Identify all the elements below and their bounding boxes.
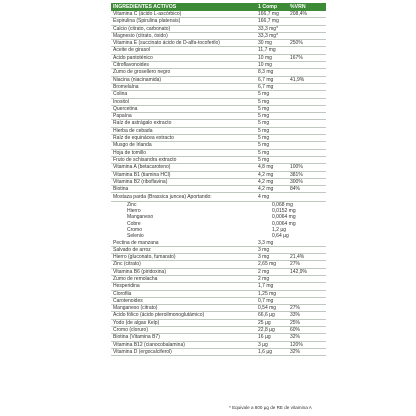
ingredient-amount: 5 mg xyxy=(258,120,270,127)
ingredient-amount: 0,0064 mg xyxy=(272,220,296,227)
ingredient-vrn: 84% xyxy=(290,186,301,193)
ingredient-amount: 11,7 mg xyxy=(258,47,276,54)
ingredient-name: Magnesio (citrato, óxido) xyxy=(113,32,168,39)
ingredient-name: Hoja de tomillo xyxy=(113,149,147,156)
ingredient-amount: 4,2 mg xyxy=(258,186,274,193)
ingredient-amount: 8,3 mg xyxy=(258,69,274,76)
ingredient-amount: 3,3 mg xyxy=(258,239,274,246)
table-row xyxy=(111,69,326,76)
ingredient-amount: 5 mg xyxy=(258,156,270,163)
ingredient-vrn: 60% xyxy=(290,327,301,334)
ingredient-amount: 1,25 mg xyxy=(258,290,277,297)
ingredient-amount: 166,7 mg xyxy=(258,11,279,17)
table-row xyxy=(111,312,326,319)
table-row xyxy=(111,150,326,157)
ingredient-name: Papaína xyxy=(113,113,132,120)
table-row xyxy=(111,142,326,149)
ingredient-name: Colina xyxy=(113,91,128,98)
ingredient-name: Fruto de schisandra extracto xyxy=(113,156,177,163)
ingredient-vrn: 208,4% xyxy=(290,11,307,17)
ingredient-vrn: 25% xyxy=(290,319,301,326)
ingredient-name: Ácido pantoténico xyxy=(113,54,153,61)
ingredient-name: Zumo de grosellero negro xyxy=(113,69,171,76)
ingredient-name: Zinc xyxy=(127,201,137,208)
ingredient-amount: 1,6 µg xyxy=(258,348,273,355)
ingredient-amount: 4,2 mg xyxy=(258,171,274,178)
ingredient-name: Cromo (cloruro) xyxy=(113,327,149,334)
table-row xyxy=(111,254,326,261)
ingredient-name: Biotina xyxy=(113,186,129,193)
table-row xyxy=(111,342,326,349)
table-row xyxy=(111,77,326,84)
table-row xyxy=(111,334,326,341)
ingredient-amount: 5 mg xyxy=(258,98,270,105)
table-row xyxy=(111,305,326,312)
ingredient-amount: 4,8 mg xyxy=(258,164,274,171)
table-row xyxy=(111,276,326,283)
ingredient-amount: 5 mg xyxy=(258,135,270,142)
ingredient-name: Vitamina A (betacaroteno) xyxy=(113,164,171,171)
table-row xyxy=(111,91,326,98)
ingredient-name: Pectina de manzana xyxy=(113,239,159,246)
ingredient-amount: 2,65 mg xyxy=(258,261,277,268)
table-row xyxy=(111,18,326,25)
ingredient-amount: 5 mg xyxy=(258,142,270,149)
table-row xyxy=(111,135,326,142)
ingredient-amount: 3 µg xyxy=(258,341,268,348)
table-row xyxy=(111,320,326,327)
ingredient-amount: 1,7 mg xyxy=(258,283,274,290)
ingredient-name: Yodo (de algas Kelp) xyxy=(113,319,160,326)
table-row xyxy=(111,283,326,290)
ingredient-vrn: 142,9% xyxy=(290,268,307,275)
ingredient-vrn: 41,9% xyxy=(290,76,305,83)
ingredient-amount: 33,3 mg* xyxy=(258,25,279,32)
ingredient-name: Vitamina B1 (tiamina HCl) xyxy=(113,171,171,178)
ingredient-vrn: 300% xyxy=(290,178,303,185)
table-body xyxy=(111,11,326,356)
table-row xyxy=(111,84,326,91)
ingredient-name: Selenio xyxy=(127,233,144,240)
ingredient-amount: 4,2 mg xyxy=(258,178,274,185)
ingredient-amount: 33,3 mg* xyxy=(258,32,279,39)
ingredient-amount: 0,0152 mg xyxy=(272,208,296,215)
ingredient-vrn: 167% xyxy=(290,54,303,61)
ingredient-vrn: 120% xyxy=(290,341,303,348)
ingredient-amount: 10 mg xyxy=(258,54,272,61)
ingredient-amount: 0,64 µg xyxy=(272,233,289,240)
table-header xyxy=(111,3,326,11)
ingredient-name: Inositol xyxy=(113,98,129,105)
ingredient-amount: 166,7 mg xyxy=(258,18,279,25)
ingredient-amount: 22,8 µg xyxy=(258,327,275,334)
table-row xyxy=(111,40,326,47)
ingredient-name: Vitamina C (ácido L-ascórbico) xyxy=(113,11,182,17)
ingredient-amount: 5 mg xyxy=(258,127,270,134)
ingredient-name: Vitamina B2 (riboflavina) xyxy=(113,178,168,185)
table-row xyxy=(111,11,326,18)
header-per-tablet: 1 Comp xyxy=(258,4,278,10)
table-row xyxy=(111,128,326,135)
ingredient-amount: 0,54 mg xyxy=(258,305,277,312)
ingredient-name: Manganeso xyxy=(127,214,154,221)
ingredient-name: Cromo xyxy=(127,226,143,233)
ingredient-amount: 5 mg xyxy=(258,91,270,98)
ingredient-name: Citroflavonoides xyxy=(113,62,149,69)
ingredient-name: Bromelaína xyxy=(113,83,139,90)
ingredient-vrn: 250% xyxy=(290,40,303,47)
ingredient-name: Raíz de astrágalo extracto xyxy=(113,120,172,127)
table-row xyxy=(111,157,326,164)
ingredient-amount: 25 µg xyxy=(258,319,271,326)
header-vrn: %VRN xyxy=(290,4,306,10)
ingredient-vrn: 33% xyxy=(290,312,301,319)
ingredient-amount: 5 mg xyxy=(258,105,270,112)
table-row xyxy=(111,99,326,106)
ingredient-amount: 2 mg xyxy=(258,268,270,275)
ingredient-name: Vitamina B6 (piridoxina) xyxy=(113,268,166,275)
ingredient-name: Calcio (citrato, carbonato) xyxy=(113,25,171,32)
ingredient-amount: 3 mg xyxy=(258,254,270,261)
table-row xyxy=(111,164,326,171)
ingredient-amount: 30 mg xyxy=(258,40,272,47)
table-row xyxy=(111,26,326,33)
ingredient-name: Niacina (niacinamida) xyxy=(113,76,162,83)
ingredient-name: Quercetina xyxy=(113,105,138,112)
table-row xyxy=(111,291,326,298)
ingredient-amount: 16 µg xyxy=(258,334,271,341)
ingredient-amount: 0,068 mg xyxy=(272,201,293,208)
ingredient-amount: 5 mg xyxy=(258,113,270,120)
ingredient-name: Hierba de cebada xyxy=(113,127,153,134)
ingredient-name: Aceite de girasol xyxy=(113,47,150,54)
ingredient-name: Salvado de arroz xyxy=(113,246,151,253)
ingredient-vrn: 100% xyxy=(290,164,303,171)
ingredient-amount: 4 mg xyxy=(258,194,270,201)
ingredient-name: Mostaza parda (Brassica juncea) Aportando: xyxy=(113,194,212,201)
ingredient-name: Raíz de equinácea extracto xyxy=(113,135,174,142)
ingredient-amount: 3 mg xyxy=(258,246,270,253)
ingredient-vrn: 32% xyxy=(290,334,301,341)
ingredient-name: Hesperidina xyxy=(113,283,140,290)
table-row xyxy=(111,327,326,334)
table-row xyxy=(111,298,326,305)
table-row xyxy=(111,106,326,113)
ingredient-name: Vitamina E (succinato ácido de D-alfa-tocoferilo) xyxy=(113,40,220,47)
ingredient-name: Vitamina D (ergocalciferol) xyxy=(113,348,172,355)
ingredient-amount: 1,2 µg xyxy=(272,226,287,233)
table-row xyxy=(111,55,326,62)
table-row xyxy=(111,193,326,201)
table-row xyxy=(111,33,326,40)
table-row xyxy=(111,240,326,247)
table-row xyxy=(111,120,326,127)
ingredient-vrn: 27% xyxy=(290,261,301,268)
ingredient-name: Manganeso (citrato) xyxy=(113,305,158,312)
ingredient-name: Carotenoides xyxy=(113,297,143,304)
table-row xyxy=(111,349,326,356)
ingredient-name: Zinc (citrato) xyxy=(113,261,141,268)
ingredient-vrn: 21,4% xyxy=(290,254,305,261)
ingredient-amount: 0,0064 mg xyxy=(272,214,296,221)
table-row xyxy=(111,179,326,186)
header-ingredients: INGREDIENTES ACTIVOS xyxy=(113,4,177,10)
ingredient-amount: 0,7 mg xyxy=(258,297,274,304)
ingredient-name: Vitamina B12 (cianocobalamina) xyxy=(113,341,185,348)
ingredient-amount: 2 mg xyxy=(258,275,270,282)
table-row xyxy=(111,62,326,69)
table-row xyxy=(111,172,326,179)
ingredient-vrn: 381% xyxy=(290,171,303,178)
ingredient-vrn: 27% xyxy=(290,305,301,312)
ingredient-amount: 5 mg xyxy=(258,149,270,156)
ingredient-amount: 66,6 µg xyxy=(258,312,275,319)
ingredient-name: Clorofila xyxy=(113,290,132,297)
ingredient-amount: 6,7 mg xyxy=(258,83,274,90)
table-row xyxy=(111,47,326,54)
table-row xyxy=(111,247,326,254)
ingredient-vrn: 32% xyxy=(290,348,301,355)
table-row xyxy=(111,269,326,276)
table-row xyxy=(111,186,326,193)
ingredient-amount: 6,7 mg xyxy=(258,76,274,83)
nutrition-table xyxy=(111,3,326,356)
ingredient-name: Biotina (Vitamina B7) xyxy=(113,334,160,341)
ingredient-name: Cobre xyxy=(127,220,141,227)
ingredient-name: Ácido fólico (ácido pteroilmonoglutámico) xyxy=(113,312,205,319)
ingredient-name: Musgo de Irlanda xyxy=(113,142,152,149)
footnote: * Equivale a 800 µg de RE de vitamina A xyxy=(229,405,312,410)
ingredient-name: Zumo de remolacha xyxy=(113,275,158,282)
ingredient-name: Hierro (gluconato, fumarato) xyxy=(113,254,176,261)
table-row xyxy=(111,261,326,268)
ingredient-amount: 10 mg xyxy=(258,62,272,69)
ingredient-name: Espirulina (Spirulina platensis) xyxy=(113,18,181,25)
ingredient-name: Hierro xyxy=(127,208,141,215)
table-row xyxy=(111,113,326,120)
